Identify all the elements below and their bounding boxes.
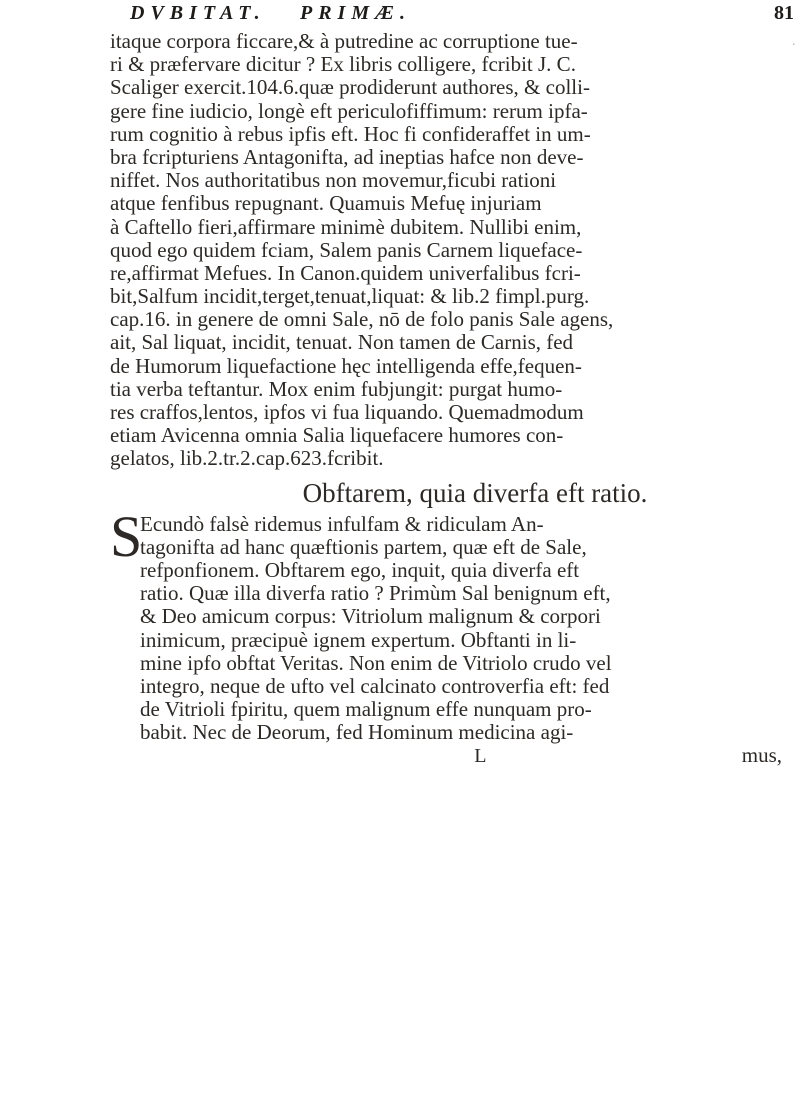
text-line: res craffos,lentos, ipfos vi fua liquando. Quemadmodum (110, 401, 584, 424)
text-line: Ecundò falsè ridemus infulfam & ridiculam An- (140, 512, 544, 536)
text-line: de Humorum liquefactione hęc intelligenda effe,fequen- (110, 354, 582, 378)
text-line: Scaliger exercit.104.6.quæ prodiderunt authores, & colli- (110, 76, 590, 100)
text-line: & Deo amicum corpus: Vitriolum malignum & corpori (140, 605, 601, 629)
page-footer (110, 744, 800, 767)
text-line: gere fine iudicio, longè eft periculofiffimum: rerum ipfa- (110, 99, 588, 123)
paragraph-2 (110, 503, 800, 745)
text-line: ri & præfervare dicitur ? Ex libris colligere, fcribit J. C. (110, 53, 576, 77)
text-line: bra fcripturiens Antagonifta, ad ineptias hafce non deve- (110, 145, 584, 169)
text-line: itaque corpora ficcare,& à putredine ac corruptione tue- (110, 30, 578, 53)
running-head-right: PRIMÆ. (300, 2, 411, 24)
text-line: niffet. Nos authoritatibus non movemur,ficubi rationi (110, 169, 557, 193)
page-number: 81 (774, 2, 794, 24)
text-line: refponfionem. Obftarem ego, inquit, quia diverfa eft (140, 558, 580, 582)
paragraph-1 (110, 30, 800, 471)
text-line: etiam Avicenna omnia Salia liquefacere humores con- (110, 424, 564, 448)
text-line: babit. Nec de Deorum, fed Hominum medicina agi- (140, 721, 574, 745)
text-line: à Caftello fieri,affirmare minimè dubitem. Nullibi enim, (110, 215, 582, 239)
text-line: mine ipfo obftat Veritas. Non enim de Vitriolo crudo vel (140, 651, 612, 675)
text-line: bit,Salfum incidit,terget,tenuat,liquat: & lib.2 fimpl.purg. (110, 285, 590, 309)
text-line: ratio. Quæ illa diverfa ratio ? Primùm Sal benignum eft, (140, 582, 611, 606)
section-heading: Obftarem, quia diverfa eft ratio. (302, 477, 648, 508)
page-header (130, 0, 800, 30)
text-line: inimicum, præcipuè ignem expertum. Obftanti in li- (140, 628, 577, 652)
text-line: integro, neque de ufto vel calcinato controverfia eft: fed (140, 674, 610, 698)
text-line: tagonifta ad hanc quæftionis partem, quæ eft de Sale, (140, 535, 587, 559)
text-line: ait, Sal liquat, incidit, tenuat. Non tamen de Carnis, fed (110, 331, 574, 355)
text-line: atque fenfibus repugnant. Quamuis Mefuę injuriam (110, 192, 542, 216)
running-head-left: DVBITAT. (130, 2, 266, 24)
text-line: tia verba teftantur. Mox enim fubjungit: purgat humo- (110, 377, 563, 401)
text-line: cap.16. in genere de omni Sale, nō de folo panis Sale agens, (110, 308, 614, 332)
drop-cap: S (110, 503, 143, 569)
text-line: quod ego quidem fciam, Salem panis Carnem liqueface- (110, 238, 583, 262)
margin-mark: · (791, 38, 796, 53)
catchword: mus, (741, 744, 782, 768)
text-line: re,affirmat Mefues. In Canon.quidem univerfalibus fcri- (110, 261, 581, 285)
text-line: gelatos, lib.2.tr.2.cap.623.fcribit. (110, 447, 384, 471)
text-line: de Vitrioli fpiritu, quem malignum effe nunquam pro- (140, 698, 592, 722)
text-line: rum cognitio à rebus ipfis eft. Hoc fi confideraffet in um- (110, 122, 591, 146)
page-body (110, 30, 800, 768)
signature-mark: L (474, 745, 487, 768)
